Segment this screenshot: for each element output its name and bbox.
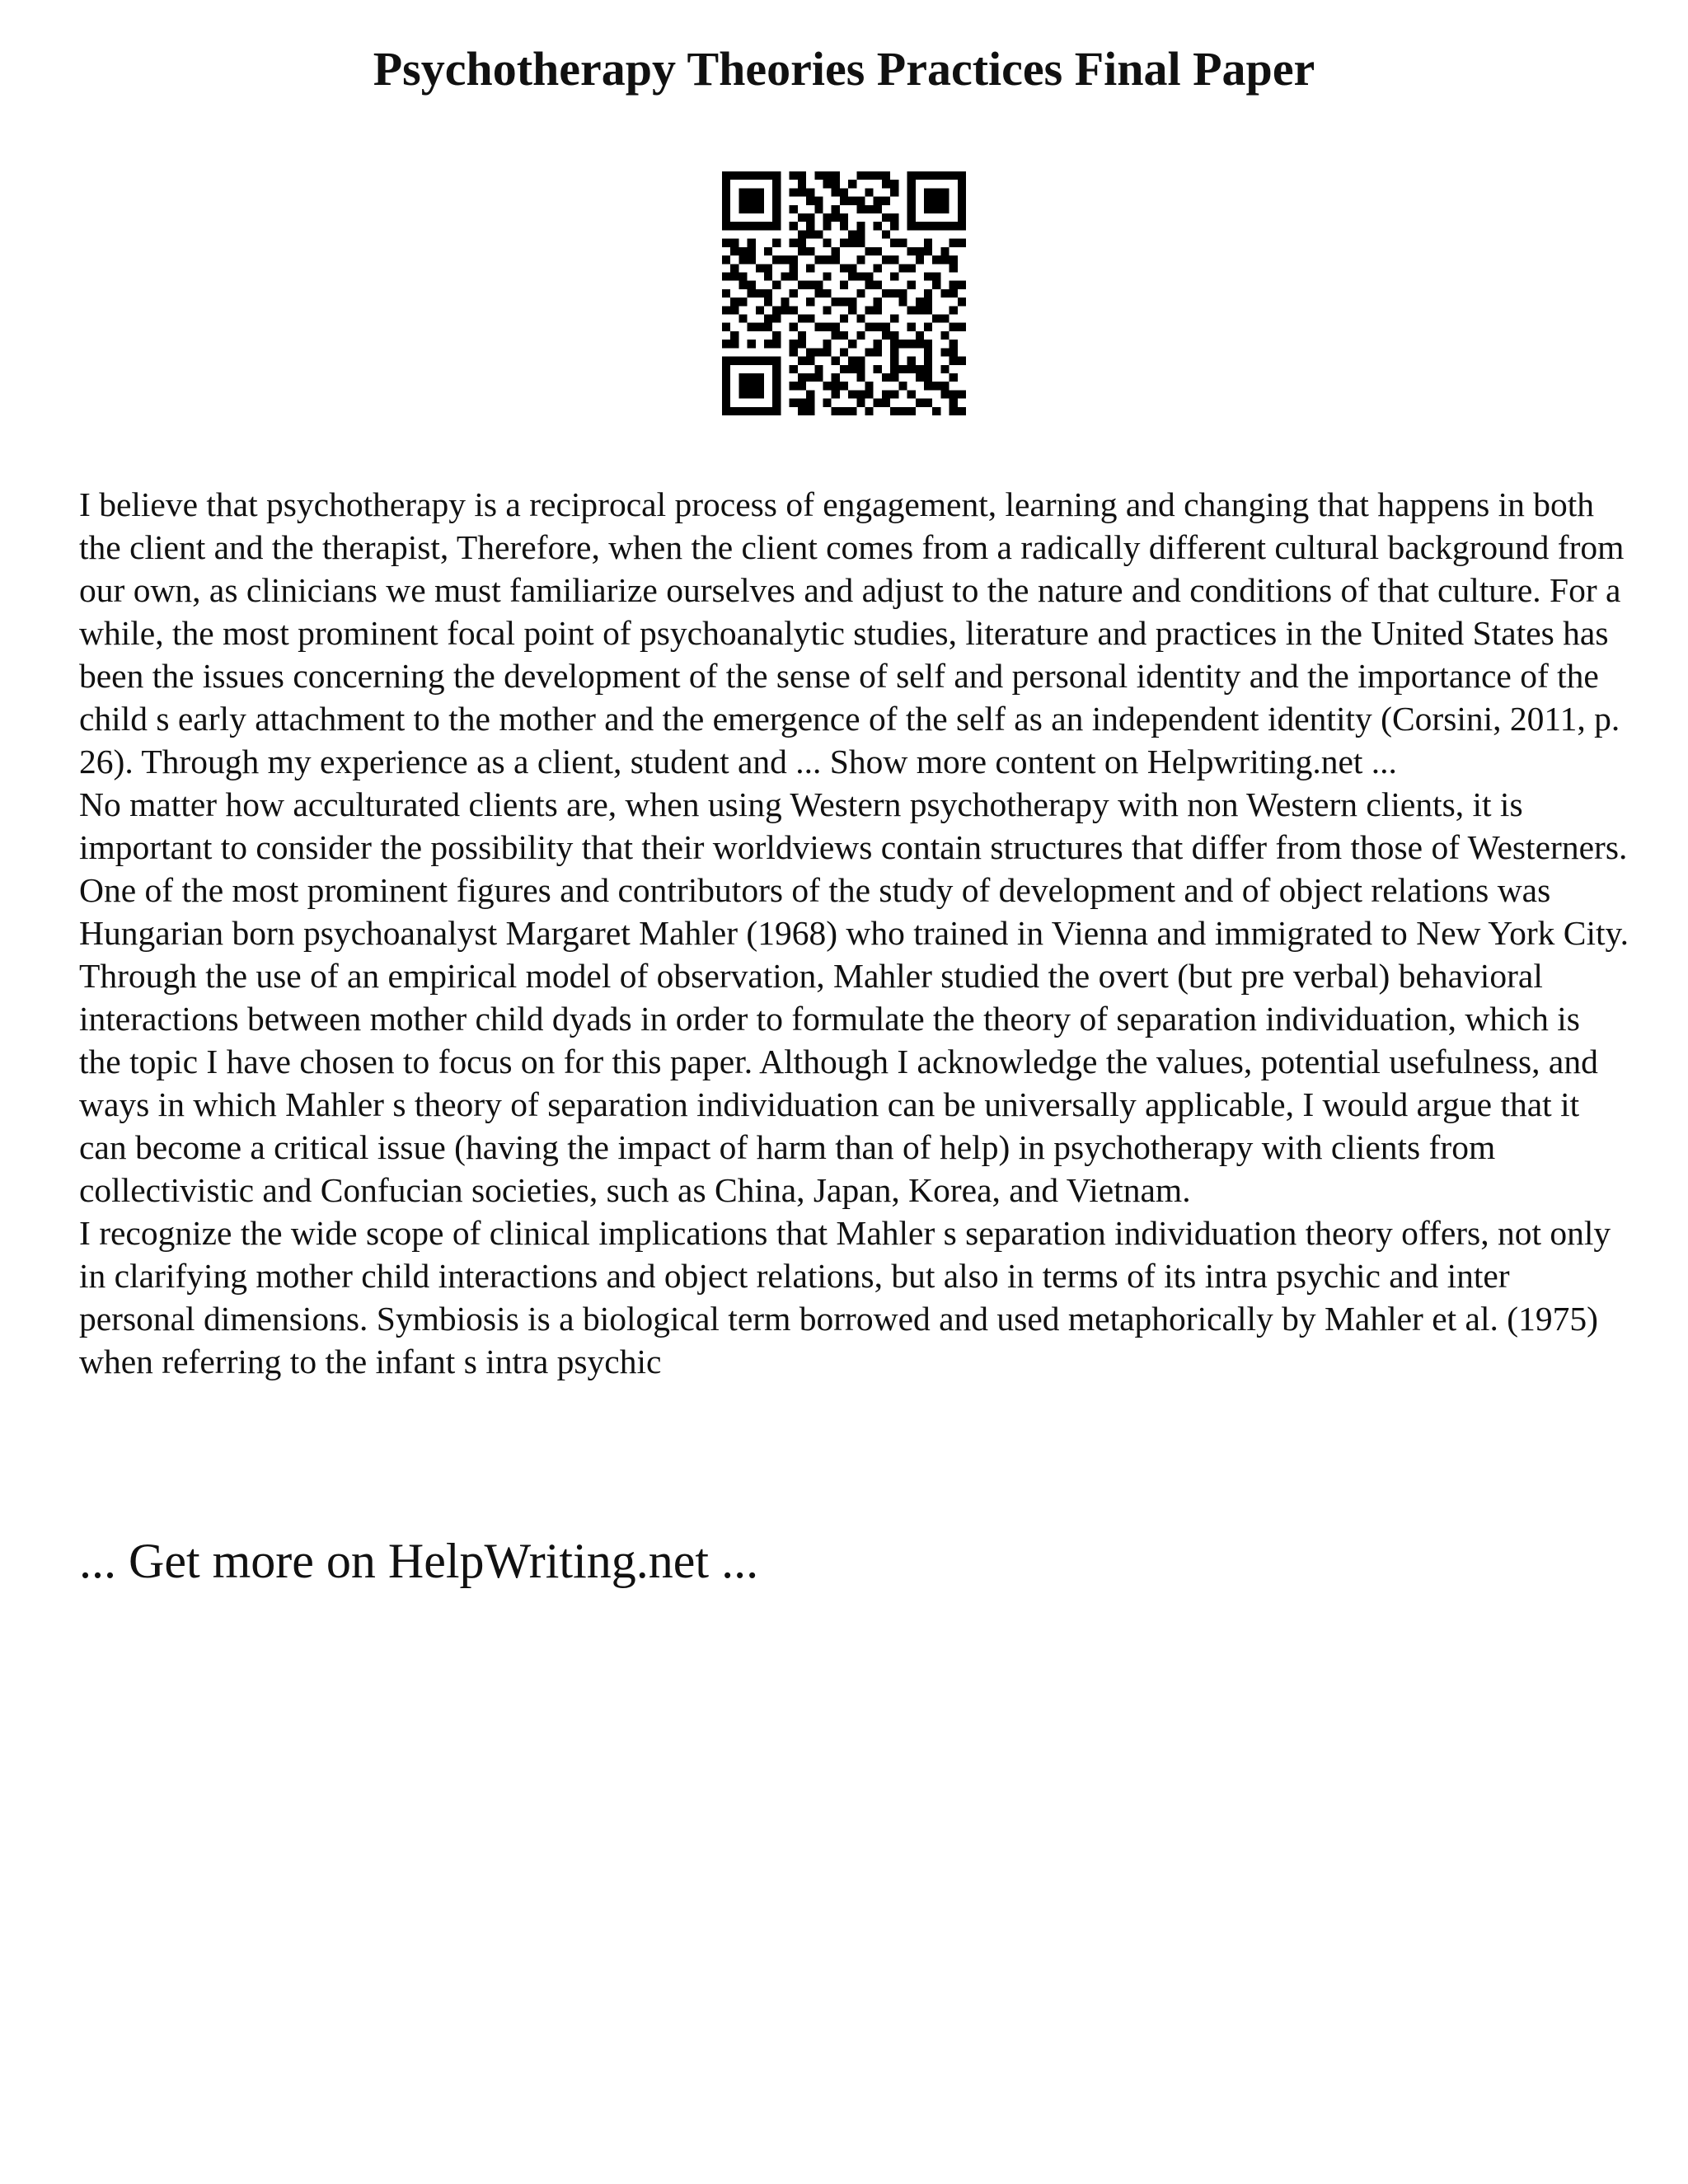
qr-code	[722, 171, 966, 415]
page-title: Psychotherapy Theories Practices Final Paper	[373, 42, 1315, 96]
paragraph: I recognize the wide scope of clinical implications that Mahler s separation individuation theory offers, not only in clarifying mother child interactions and object relations, but also in terms of its intra psychic and inter personal dimensions. Symbiosis is a biological term borrowed and used metaphorically by Mahler et al. (1975) when referring to the infant s intra psychic	[79, 1214, 1611, 1380]
qr-code-icon	[722, 171, 966, 415]
body-text	[79, 483, 1629, 1383]
paragraph: I believe that psychotherapy is a reciprocal process of engagement, learning and changing that happens in both the client and the therapist, Therefore, when the client comes from a radically different cultural background from our own, as clinicians we must familiarize ourselves and adjust to the nature and conditions of that culture. For a while, the most prominent focal point of psychoanalytic studies, literature and practices in the United States has been the issues concerning the development of the sense of self and personal identity and the importance of the child s early attachment to the mother and the emergence of the self as an independent identity (Corsini, 2011, p. 26). Through my experience as a client, student and ... Show more content on Helpwriting.net ...	[79, 485, 1625, 780]
paragraph: No matter how acculturated clients are, when using Western psychotherapy with non Western clients, it is important to consider the possibility that their worldviews contain structures that differ from those of Westerners. One of the most prominent figures and contributors of the study of development and of object relations was Hungarian born psychoanalyst Margaret Mahler (1968) who trained in Vienna and immigrated to New York City. Through the use of an empirical model of observation, Mahler studied the overt (but pre verbal) behavioral interactions between mother child dyads in order to formulate the theory of separation individuation, which is the topic I have chosen to focus on for this paper. Although I acknowledge the values, potential usefulness, and ways in which Mahler s theory of separation individuation can be universally applicable, I would argue that it can become a critical issue (having the impact of harm than of help) in psychotherapy with clients from collectivistic and Confucian societies, such as China, Japan, Korea, and Vietnam.	[79, 785, 1629, 1209]
get-more-link[interactable]: ... Get more on HelpWriting.net ...	[79, 1534, 759, 1588]
